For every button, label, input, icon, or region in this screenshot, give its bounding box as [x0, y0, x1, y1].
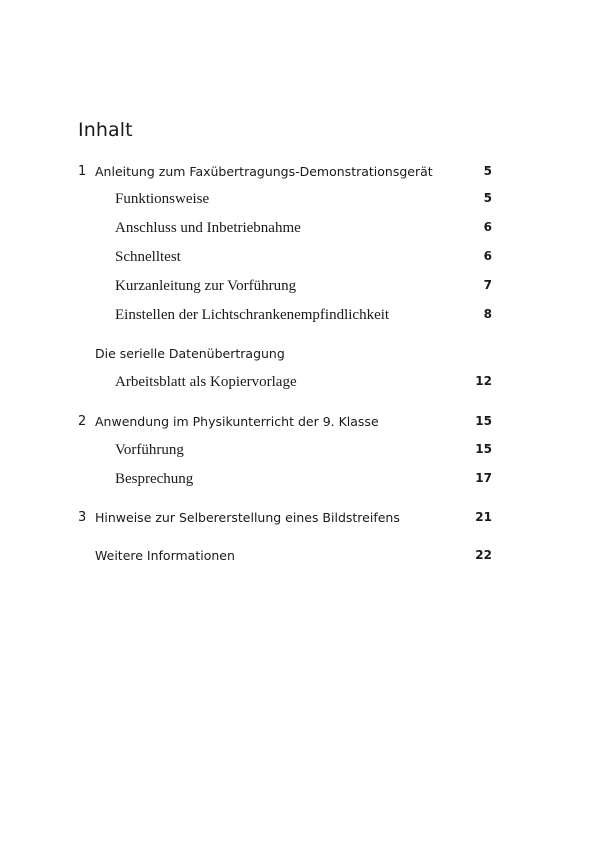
toc-entry-page: 6 — [483, 220, 492, 234]
toc-entry-page: 21 — [475, 510, 492, 524]
toc-entry-number: 3 — [78, 510, 87, 525]
toc-entry-label: Weitere Informationen — [95, 548, 235, 563]
toc-entry-besprechung — [78, 471, 492, 491]
toc-entry-page: 22 — [475, 548, 492, 562]
toc-entry-chapter-1 — [78, 164, 492, 184]
toc-entry-label: Einstellen der Lichtschrankenempfindlichkeit — [115, 307, 390, 323]
toc-entry-kurzanleitung — [78, 278, 492, 298]
toc-entry-arbeitsblatt — [78, 374, 492, 394]
toc-entry-label: Funktionsweise — [115, 191, 210, 207]
toc-entry-page: 6 — [483, 249, 492, 263]
toc-entry-label: Die serielle Datenübertragung — [95, 346, 285, 361]
toc-entry-label: Kurzanleitung zur Vorführung — [115, 278, 297, 294]
toc-entry-page: 17 — [475, 471, 492, 485]
toc-entry-label: Schnelltest — [115, 249, 181, 265]
toc-entry-label: Anschluss und Inbetriebnahme — [115, 220, 301, 236]
toc-entry-page: 8 — [483, 307, 492, 321]
toc-entry-page: 5 — [483, 164, 492, 178]
toc-entry-lichtschranke — [78, 307, 492, 327]
toc-entry-page: 7 — [483, 278, 492, 292]
toc-entry-label: Besprechung — [115, 471, 194, 487]
toc-entry-page: 12 — [475, 374, 492, 388]
toc-entry-schnelltest — [78, 249, 492, 269]
toc-entry-page: 5 — [483, 191, 492, 205]
toc-entry-chapter-3 — [78, 510, 492, 530]
toc-entry-page: 15 — [475, 414, 492, 428]
toc-entry-vorfuehrung — [78, 442, 492, 462]
toc-entry-label: Arbeitsblatt als Kopiervorlage — [115, 374, 297, 390]
toc-entry-label: Anleitung zum Faxübertragungs-Demonstrationsgerät — [95, 164, 433, 179]
toc-entry-label: Hinweise zur Selbererstellung eines Bildstreifens — [95, 510, 400, 525]
toc-entry-weitere-informationen — [78, 548, 492, 568]
toc-entry-chapter-2 — [78, 414, 492, 434]
toc-entry-label: Vorführung — [115, 442, 184, 458]
toc-entry-funktionsweise — [78, 191, 492, 211]
toc-entry-number: 1 — [78, 164, 87, 179]
toc-entry-label: Anwendung im Physikunterricht der 9. Klasse — [95, 414, 379, 429]
toc-entry-page: 15 — [475, 442, 492, 456]
toc-entry-number: 2 — [78, 414, 87, 429]
toc-entry-serielle-datenuebertragung — [78, 346, 492, 366]
toc-entry-anschluss — [78, 220, 492, 240]
toc-title: Inhalt — [78, 119, 133, 141]
